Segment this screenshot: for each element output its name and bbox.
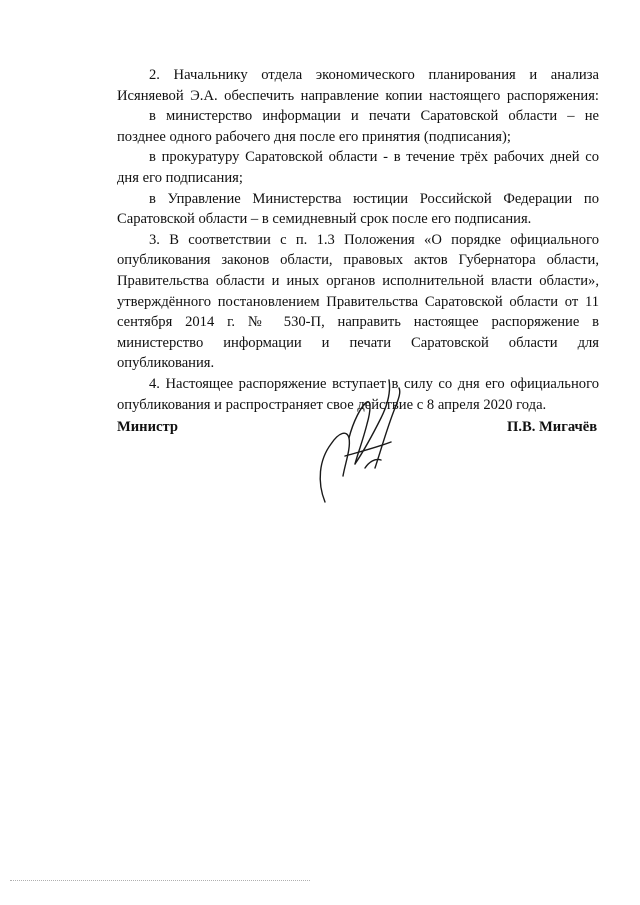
text-line: сентября 2014 г. № 530-П, направить настоящее распоряжение в <box>117 314 599 331</box>
signatory-name: П.В. Мигачёв <box>507 419 598 435</box>
text-line: Исяняевой Э.А. обеспечить направление копии настоящего распоряжения: <box>117 87 599 104</box>
text-line: в министерство информации и печати Саратовской области – не <box>149 108 599 125</box>
text-line: 3. В соответствии с п. 1.3 Положения «О порядке официального <box>149 231 599 248</box>
text-line: министерство информации и печати Саратовской области для <box>117 334 599 351</box>
text-line: 2. Начальнику отдела экономического планирования и анализа <box>149 67 599 83</box>
text-line: дня его подписания; <box>117 169 243 186</box>
text-line: опубликования. <box>117 355 215 372</box>
text-line: позднее одного рабочего дня после его принятия (подписания); <box>117 128 511 145</box>
handwritten-signature-icon <box>305 372 415 512</box>
text-line: утверждённого постановлением Правительства Саратовской области от 11 <box>117 293 599 310</box>
scan-edge-divider <box>10 880 310 882</box>
signatory-role: Министр <box>117 419 178 435</box>
text-line: Правительства области и иных органов исполнительной власти области», <box>117 272 599 289</box>
text-line: Саратовской области – в семидневный срок после его подписания. <box>117 211 532 228</box>
paragraph-item-2 <box>117 65 599 230</box>
text-line: в Управление Министерства юстиции Российской Федерации по <box>149 190 599 207</box>
text-line: 4. Настоящее распоряжение вступает в силу со дня его официального <box>149 375 599 392</box>
document-body <box>117 65 599 415</box>
text-line: опубликования и распространяет свое действие с 8 апреля 2020 года. <box>117 396 547 413</box>
text-line: в прокуратуру Саратовской области - в течение трёх рабочих дней со <box>149 149 599 166</box>
paragraph-item-3 <box>117 230 599 374</box>
text-line: опубликования законов области, правовых актов Губернатора области, <box>117 252 599 269</box>
